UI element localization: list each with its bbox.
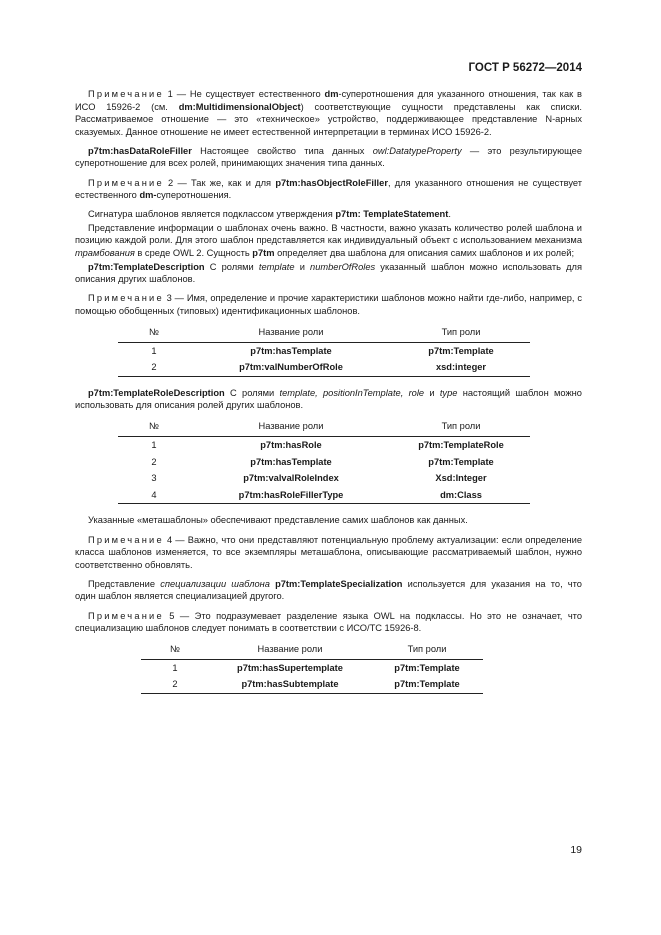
role-type: dm:Class: [392, 487, 530, 504]
row-number: 1: [151, 440, 157, 451]
column-header-number: №: [118, 418, 190, 436]
role-type: p7tm:Template: [371, 676, 483, 693]
template-description-paragraph: p7tm:TemplateDescription С ролями template и numberOfRoles указанный шаблон можно использовать для описания других шаблонов.: [75, 261, 582, 285]
note-5: Примечание 5 — Это подразумевает разделение языка OWL на подклассы. Но это не означает, что специализацию шаблонов следует понимать в соответствии с ИСО/ТС 15926-8.: [75, 610, 582, 634]
template-specialization-table: [141, 641, 483, 694]
row-number: 1: [172, 662, 178, 673]
table-header-row: [118, 418, 530, 436]
role-name: p7tm:valNumberOfRole: [190, 359, 392, 376]
role-type: p7tm:TemplateRole: [418, 440, 504, 451]
row-number: 3: [151, 473, 157, 484]
table-row: [141, 659, 483, 676]
row-number: 2: [151, 456, 157, 467]
table-header-row: [118, 324, 530, 342]
role-name: p7tm:hasRoleFillerType: [190, 487, 392, 504]
table-row: [118, 342, 530, 359]
column-header-role-name: Название роли: [190, 324, 392, 342]
table-row: [141, 676, 483, 693]
table-row: [118, 437, 530, 454]
role-type: p7tm:Template: [428, 345, 494, 356]
note-3: Примечание 3 — Имя, определение и прочие характеристики шаблонов можно найти где-либо, например, с помощью обобщенных (типовых) идентификационных шаблонов.: [75, 293, 582, 316]
note-2: Примечание 2 — Так же, как и для p7tm:hasObjectRoleFiller, для указанного отношения не существует естественного dm-суперотношения.: [75, 177, 582, 201]
role-name: p7tm:valvalRoleIndex: [243, 473, 339, 484]
role-name: p7tm:hasTemplate: [250, 456, 332, 467]
page-number: 19: [570, 844, 582, 856]
role-name: p7tm:hasTemplate: [250, 345, 332, 356]
table-row: [118, 487, 530, 504]
document-header: ГОСТ Р 56272—2014: [468, 62, 582, 74]
row-number: 2: [118, 359, 190, 376]
column-header-number: №: [118, 324, 190, 342]
role-type: Xsd:Integer: [435, 473, 487, 484]
role-type: p7tm:Template: [428, 456, 494, 467]
role-type: xsd:integer: [392, 359, 530, 376]
signature-paragraph: Сигнатура шаблонов является подклассом утверждения p7tm: TemplateStatement.: [88, 209, 451, 220]
row-number: 2: [141, 676, 209, 693]
template-description-table: [118, 324, 530, 377]
meta-templates-paragraph: Указанные «меташаблоны» обеспечивают представление самих шаблонов как данных.: [88, 515, 468, 526]
role-type: p7tm:Template: [394, 662, 460, 673]
role-name: p7tm:hasRole: [260, 440, 322, 451]
table-row: [118, 359, 530, 376]
column-header-number: №: [141, 641, 209, 659]
role-name: p7tm:hasSubtemplate: [209, 676, 371, 693]
page-content: [75, 88, 582, 704]
template-role-description-paragraph: p7tm:TemplateRoleDescription С ролями template, positionInTemplate, role и type настоящий шаблон можно использовать для описания ролей других шаблонов.: [75, 387, 582, 411]
column-header-role-name: Название роли: [209, 641, 371, 659]
row-number: 4: [118, 487, 190, 504]
table-row: [118, 454, 530, 471]
template-specialization-paragraph: Представление специализации шаблона p7tm:TemplateSpecialization используется для указания на то, что один шаблон является специализацией другого.: [75, 578, 582, 602]
column-header-role-name: Название роли: [190, 418, 392, 436]
column-header-role-type: Тип роли: [371, 641, 483, 659]
note-1: Примечание 1 — Не существует естественного dm-суперотношения для указанного отношения, так как в ИСО 15926-2 (см. dm:MultidimensionalObject) соответствующие сущности представлены как списки. Рассматриваемое отношение — это «техническое» устройство, поддерживающее представление N-арных сказуемых. Данное отношение не имеет естественной интерпретации в терминах ИСО 15926-2.: [75, 89, 583, 137]
table-header-row: [141, 641, 483, 659]
role-name: p7tm:hasSupertemplate: [237, 662, 343, 673]
column-header-role-type: Тип роли: [392, 418, 530, 436]
has-data-role-filler-paragraph: p7tm:hasDataRoleFiller Настоящее свойство типа данных owl:DatatypeProperty — это результирующее суперотношение для всех ролей, принимающих значения типа данных.: [75, 145, 582, 169]
table-row: [118, 470, 530, 487]
column-header-role-type: Тип роли: [392, 324, 530, 342]
note-4: Примечание 4 — Важно, что они представляют потенциальную проблему актуализации: если определение класса шаблонов изменяется, то все экземпляры меташаблона, описывающие рассматриваемый шаблон, нужно соответственно обновлять.: [75, 534, 583, 570]
metadata-paragraph: Представление информации о шаблонах очень важно. В частности, важно указать количество ролей шаблона и позицию каждой роли. Для этого шаблон представляется как индивидуальный объект с использованием механизма трамбования в среде OWL 2. Сущность p7tm определяет два шаблона для описания самих шаблонов и их ролей;: [75, 222, 582, 259]
template-role-description-table: [118, 418, 530, 504]
row-number: 1: [151, 345, 157, 356]
